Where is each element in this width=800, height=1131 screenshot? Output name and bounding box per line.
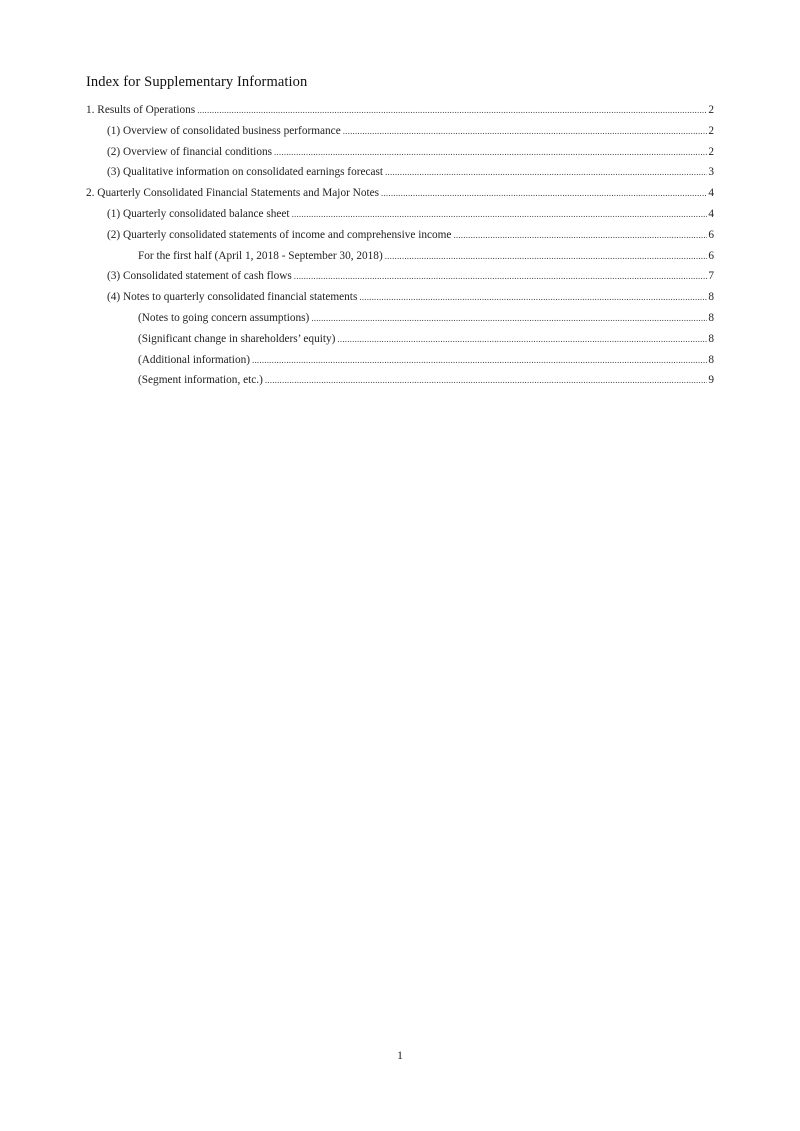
toc-entry-results-of-operations[interactable] [86, 104, 714, 125]
document-title: Index for Supplementary Information [86, 74, 308, 90]
toc-entry-label: For the first half (April 1, 2018 - September 30, 2018) [138, 249, 383, 262]
toc-entry-shareholders-equity[interactable] [86, 333, 714, 354]
toc-entry-page-number: 6 [708, 228, 714, 241]
toc-entry-page-number: 7 [708, 270, 714, 283]
toc-entry-label: 1. Results of Operations [86, 104, 196, 116]
dot-leader [294, 271, 708, 281]
page-number: 1 [397, 1048, 403, 1062]
toc-entry-label: (1) Quarterly consolidated balance sheet [107, 207, 290, 220]
toc-entry-cash-flows[interactable] [86, 270, 714, 291]
toc-entry-page-number: 8 [708, 291, 714, 304]
dot-leader [385, 251, 708, 261]
dot-leader [292, 209, 708, 219]
toc-entry-page-number: 4 [708, 187, 714, 200]
toc-entry-notes[interactable] [86, 291, 714, 312]
dot-leader [337, 334, 707, 344]
toc-entry-additional-information[interactable] [86, 354, 714, 375]
toc-entry-balance-sheet[interactable] [86, 208, 714, 229]
dot-leader [252, 355, 707, 365]
dot-leader [385, 167, 707, 177]
toc-entry-page-number: 3 [708, 166, 714, 179]
toc-entry-earnings-forecast[interactable] [86, 166, 714, 187]
toc-entry-financial-conditions[interactable] [86, 146, 714, 167]
toc-entry-financial-statements[interactable] [86, 187, 714, 208]
toc-entry-label: (2) Overview of financial conditions [107, 145, 273, 158]
toc-entry-label: (3) Qualitative information on consolidated earnings forecast [107, 166, 384, 179]
dot-leader [311, 313, 707, 323]
table-of-contents [86, 104, 714, 395]
dot-leader [453, 230, 707, 240]
dot-leader [265, 375, 707, 385]
toc-entry-business-performance[interactable] [86, 125, 714, 146]
toc-entry-going-concern[interactable] [86, 312, 714, 333]
dot-leader [359, 292, 707, 302]
toc-entry-label: (3) Consolidated statement of cash flows [107, 270, 292, 283]
toc-entry-page-number: 2 [708, 104, 714, 116]
toc-entry-first-half[interactable] [86, 250, 714, 271]
toc-entry-page-number: 8 [708, 332, 714, 345]
toc-entry-statements-of-income[interactable] [86, 229, 714, 250]
toc-entry-page-number: 8 [708, 311, 714, 324]
dot-leader [343, 126, 708, 136]
dot-leader [274, 147, 707, 157]
toc-entry-label: (Additional information) [138, 353, 251, 366]
toc-entry-page-number: 2 [708, 124, 714, 137]
toc-entry-label: 2. Quarterly Consolidated Financial Statements and Major Notes [86, 187, 380, 200]
toc-entry-label: (Notes to going concern assumptions) [138, 311, 310, 324]
toc-entry-label: (4) Notes to quarterly consolidated financial statements [107, 291, 358, 304]
toc-entry-page-number: 4 [708, 207, 714, 220]
toc-entry-label: (1) Overview of consolidated business performance [107, 124, 341, 137]
toc-entry-page-number: 2 [708, 145, 714, 158]
toc-entry-label: (Significant change in shareholders’ equity) [138, 332, 336, 345]
toc-entry-label: (2) Quarterly consolidated statements of income and comprehensive income [107, 228, 452, 241]
toc-entry-page-number: 9 [708, 374, 714, 387]
toc-entry-page-number: 6 [708, 249, 714, 262]
toc-entry-page-number: 8 [708, 353, 714, 366]
dot-leader [381, 188, 707, 198]
dot-leader [197, 105, 707, 115]
toc-entry-segment-information[interactable] [86, 374, 714, 395]
toc-entry-label: (Segment information, etc.) [138, 374, 263, 387]
